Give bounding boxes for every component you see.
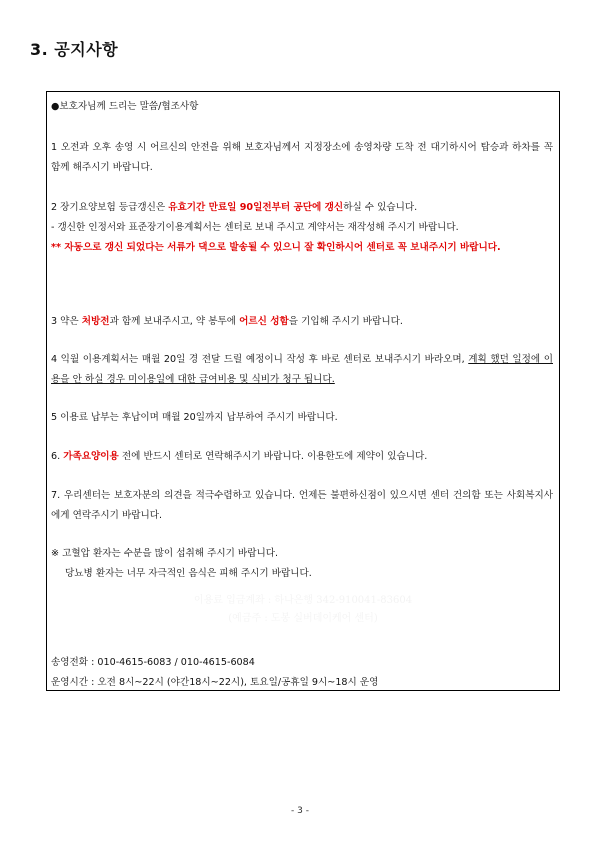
operating-hours: 운영시간 : 오전 8시~22시 (야간18시~22시), 토요일/공휴일 9시~18시 운영 — [51, 677, 379, 688]
page-number: - 3 - — [291, 806, 309, 816]
health-note-1: ※ 고혈압 환자는 수분을 많이 섭취해 주시기 바랍니다. — [51, 548, 279, 559]
notice-item-2-text: 2 장기요양보험 등급갱신은 — [51, 202, 169, 213]
notice-item-3-text: 3 약은 — [51, 316, 82, 327]
notice-item-2-text-end: 하실 수 있습니다. — [343, 202, 418, 213]
billing-warning: 계획 했던 일정에 이용을 안 하실 경우 미이용일에 대한 급여비용 및 식비가 청구 됩니다. — [51, 354, 553, 385]
contact-phone: 송영전화 : 010-4615-6083 / 010-4615-6084 — [51, 657, 255, 668]
notice-item-5: 5 이용료 납부는 후납이며 매월 20일까지 납부하여 주시기 바랍니다. — [51, 412, 338, 423]
prescription-highlight: 처방전 — [81, 316, 110, 327]
notice-item-1: 1 오전과 오후 송영 시 어르신의 안전을 위해 보호자님께서 지정장소에 송영차량 도착 전 대기하시어 탑승과 하차를 꼭 함께 해주시기 바랍니다. — [51, 142, 553, 173]
name-highlight: 어르신 성함 — [239, 316, 289, 327]
bank-watermark-line-2: (예금주 : 도봉 실버데이케어 센터) — [228, 613, 378, 624]
notice-item-6-text-end: 전에 반드시 센터로 연락해주시기 바랍니다. 이용한도에 제약이 있습니다. — [118, 451, 428, 462]
notice-box — [46, 91, 560, 691]
notice-item-6-text: 6. — [51, 451, 64, 462]
notice-item-2-sub: - 갱신한 인정서와 표준장기이용계획서는 센터로 보내 주시고 계약서는 재작성해 주시기 바랍니다. — [51, 222, 459, 233]
family-care-highlight: 가족요양이용 — [63, 451, 119, 462]
bank-watermark-line-1: 이용료 입금계좌 : 하나은행 342-910041-83604 — [193, 595, 413, 606]
notice-item-7: 7. 우리센터는 보호자분의 의견을 적극수렴하고 있습니다. 언제든 불편하신점이 있으시면 센터 건의함 또는 사회복지사에게 연락주시기 바랍니다. — [51, 490, 553, 521]
renewal-highlight: 유효기간 만료일 90일전부터 공단에 갱신 — [168, 202, 344, 213]
notice-item-3-text-end: 을 기입해 주시기 바랍니다. — [288, 316, 403, 327]
page-title: 3. 공지사항 — [30, 40, 119, 59]
health-note-2: 당뇨병 환자는 너무 자극적인 음식은 피해 주시기 바랍니다. — [65, 568, 312, 579]
notice-item-6 — [51, 447, 553, 467]
notice-header: ●보호자님께 드리는 말씀/협조사항 — [51, 101, 199, 112]
notice-item-3-text-mid: 과 함께 보내주시고, 약 봉투에 — [109, 316, 240, 327]
notice-item-4 — [51, 350, 553, 390]
notice-item-2 — [51, 198, 553, 258]
bank-watermark — [47, 592, 559, 628]
renewal-warning: ** 자동으로 갱신 되었다는 서류가 댁으로 발송될 수 있으니 잘 확인하시어 센터로 꼭 보내주시기 바랍니다. — [51, 242, 501, 253]
notice-item-3 — [51, 312, 553, 332]
notice-item-4-text: 4 익월 이용계획서는 매월 20일 경 전달 드릴 예정이니 작성 후 바로 센터로 보내주시기 바라오며, — [51, 354, 469, 365]
